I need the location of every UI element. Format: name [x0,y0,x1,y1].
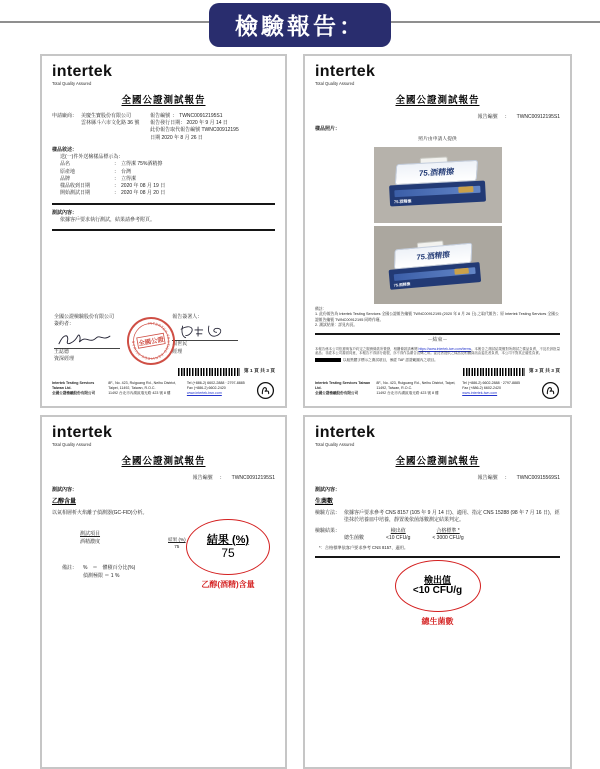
footer-web-link[interactable]: www.intertek-twn.com [462,390,498,395]
report-info [52,113,275,142]
field-row: 品名 ： 立得潔 75%酒精擦 [60,161,163,168]
intertek-tagline: Total Quality Assured [315,81,355,86]
row-label: 總生菌數 [344,534,365,541]
callout-header: 結果 (%) [206,533,250,546]
result-mini-table [80,531,100,546]
result-callout-ellipse [186,519,270,575]
callout-value: <10 CFU/g [412,585,463,597]
notes-label: 備註： [315,307,327,312]
applicant-block [52,113,150,142]
page-number: 第 3 頁 共 3 頁 [528,368,560,374]
applicant-label: 申請廠商： [52,112,78,119]
footer-fax: Fax (+886-2) 6602-2420 [186,385,226,390]
report-meta-block [150,113,275,142]
intertek-logo [52,64,275,87]
report-no: TWNC00912195S1 [516,113,560,120]
doc-footer [315,381,560,400]
detected-header: 檢出值 [390,527,406,534]
report-no-label: 報告編號 [477,113,498,120]
barcode [178,368,240,376]
intertek-tagline: Total Quality Assured [52,81,92,86]
standard-header: 合格標準 * [436,527,460,534]
report-doc-page3 [303,54,572,408]
authorized-signature-block [172,314,273,363]
issue-date-label: 報告發行日期： [150,120,186,127]
footer-address-en: 8F., No. 423, Ruiguang Rd., Neihu District, Taipei, 11492, Taiwan, R.O.C. [108,381,176,390]
intertek-tagline: Total Quality Assured [52,442,92,447]
footnote: *：合格標準依客戶要求參考 CNS 8157、適用。 [319,545,409,551]
applicant-address: 雲林縣斗六市文化路 36 號 [81,120,140,127]
field-row: 原產地 ： 台灣 [60,168,132,175]
intertek-wordmark: intertek [315,424,376,441]
intertek-logo [315,64,560,87]
standard-value: < 3000 CFU/g [432,534,464,541]
colon: ： [219,474,225,481]
content-heading: 測試內容： [315,487,341,494]
report-doc-bacteria [303,415,572,769]
remarks-row [62,565,135,580]
remark-label: 備註： [62,565,78,572]
divider-rule [315,333,560,335]
sample-heading: 樣品敘述： [52,146,78,153]
intertek-mark-icon [256,381,275,400]
signature-scribble [172,323,238,341]
method-row [315,510,560,525]
intertek-wordmark: intertek [315,63,376,80]
result-zone [52,519,275,605]
intertek-logo [315,425,560,448]
section-title-bacteria: 生菌數 [315,499,334,506]
wipes-package [387,157,485,210]
replace-line: 此份報告取代報告編號 TWNC00912195 [150,127,239,134]
result-header-small: 結果 (%) [168,537,186,543]
replace-date: 日期 2020 年 8 月 26 日 [150,134,203,141]
callout-label: 乙醇(酒精)含量 [201,580,255,590]
package-body [389,181,486,207]
callout-header: 檢出值 [423,574,451,585]
report-no-label: 報告編號 [192,474,213,481]
doc-title: 全國公證測試報告 [395,95,480,107]
disclaimer-text: 本報告係本公司依據與客戶約定之服務條款所簽發，相關條款請參閱 https://www.intertek-twn.com/terms。本報告之測試結果僅對所測試之樣品負責，不及於該批量產品；非經本公司書面同意，本報告不得部分複製，亦不得作為廣告宣傳之用。委託者提供之樣品及相關資訊由委託者負責，本公司不對其正確性負責。 [315,346,560,356]
divider-rule [52,203,275,205]
barcode-row [52,368,275,376]
field-row: 品牌 ： 立得潔 [60,175,137,182]
colon: ： [172,112,178,119]
signer-name: 王誌德 [54,348,70,355]
authorized-title: 經理 [172,348,183,355]
intertek-wordmark: intertek [52,63,113,80]
package-gold-tag [458,186,473,193]
callout-value: 75 [221,546,235,561]
report-badge-title: 檢驗報告： [209,3,391,47]
item-header: 測試項目 [80,531,101,538]
footer-tel: Tel (+886-2) 6602-2888 · 2797-8885 [186,381,245,385]
result-row [315,528,560,543]
signer-company: 全國公證檢驗股份有限公司 [54,314,115,320]
stamp-ring-text: INTERTEK TESTING SERVICES TAIWAN [131,321,171,361]
report-no-label: 報告編號 [150,112,171,119]
field-row: 開始測試日期 ： 2020 年 08 月 20 日 [60,190,166,197]
test-note: 依據客戶要求執行測試，結果請參考附頁。 [60,216,156,223]
report-doc-ethanol [40,415,287,769]
note-line: 1. 此份報告為 Intertek Testing Services 全國公證報告編號 TWNC00912195 (2020 年 8 月 26 日) 之取代報告；原 Intertek Testing Services 全國公證報告編號 TWNC00912195 同時作廢。 [315,312,559,322]
doc-title: 全國公證測試報告 [395,456,480,468]
signature-scribble [54,331,120,349]
test-heading: 測試內容： [52,209,78,216]
method-text: 以氣相層析火焰離子偵測器(GC-FID)分析。 [52,510,148,517]
sample-photo-2 [374,226,502,304]
result-callout-ellipse [395,560,481,612]
page-header [0,0,600,50]
remark-line: 偵測極限 ＝ 1 % [83,572,120,579]
field-row: 樣品收到日期 ： 2020 年 08 月 19 日 [60,183,166,190]
signature-area [52,314,275,363]
terms-link[interactable]: https://www.intertek-twn.com/terms [418,346,472,351]
highlight-bar [315,358,341,362]
detected-value: <10 CFU/g [386,534,411,541]
callout-label: 總生菌數 [421,617,454,627]
footer-web-link[interactable]: www.intertek-twn.com [186,390,222,395]
barcode [463,368,525,376]
result-mini-value [168,537,186,550]
page-number: 第 1 頁 共 3 頁 [243,368,275,374]
report-no: TWNC00915569S1 [516,474,560,481]
footer-company-zh: 全國公證檢驗股份有限公司 [52,390,96,395]
result-value-small: 75 [174,543,180,549]
authorized-name: 周世民 [172,341,188,348]
result-callout [315,560,560,628]
signer-title: 資深經理 [54,355,75,362]
intertek-tagline: Total Quality Assured [315,442,355,447]
package-side-label: 75.酒精擦 [393,198,412,205]
section-title-ethanol: 乙醇含量 [52,499,77,506]
footer-tel: Tel (+886-2) 6602-2888 · 2797-8885 [462,381,521,386]
sample-intro: 送(一)件外送檢樣品標示為： [60,154,124,161]
footer-company-zh: 全國公證檢驗股份有限公司 [315,390,359,395]
package-side-label: 75.酒精擦 [393,281,411,289]
issue-date: 2020 年 9 月 14 日 [186,120,228,127]
method-text: 依據客戶要求參考 CNS 8157 (105 年 9 月 14 日)、適用、指定 CNS 15288 (98 年 7 月 16 日)，經塗抹於培養皿中培養，靜置後依菌落數測定結果判定。 [344,510,560,524]
doc-title: 全國公證測試報告 [121,95,206,107]
colon: ： [504,474,510,481]
photo-caption: 照片由申請人提供 [418,137,457,143]
intertek-wordmark: intertek [52,424,113,441]
method-label: 檢驗方法： [315,510,341,517]
wipes-package [386,240,481,293]
item-value: 酒精濃度 [80,538,101,545]
colon: ： [504,113,510,120]
authorized-label: 報告簽署人： [172,314,203,320]
report-notes [315,307,560,328]
sample-photo-1 [374,147,502,223]
report-doc-page1 [40,54,287,408]
report-no-label: 報告編號 [477,474,498,481]
footer-address-zh: 11492 台北市內湖區瑞光路 423 號 8 樓 [376,390,439,395]
divider-rule [315,556,560,558]
remark-line: % ＝ 體積百分比(%) [83,565,136,572]
doc-title: 全國公證測試報告 [121,456,206,468]
applicant-name: 美慶生寶股份有限公司 [81,112,132,119]
taf-note-line: 以粗黑體字標示之測試項目，係經 TAF 認證範圍內之項目。 [315,358,560,363]
barcode-row [315,368,560,376]
reports-grid [40,54,572,769]
package-label-text: 75.酒精擦 [418,167,454,178]
footer-address-en: 8F., No. 423, Ruiguang Rd., Neihu District, Taipei, 11492, Taiwan, R.O.C. [376,381,456,390]
footer-company-en: Intertek Testing Services Taiwan Ltd. [315,381,371,390]
report-no: TWNC00912195S1 [179,112,223,119]
content-heading: 測試內容： [52,487,78,494]
result-table [344,528,464,543]
package-label-text: 75.酒精擦 [415,250,450,262]
intertek-logo [52,425,275,448]
report-no: TWNC00912195S1 [231,474,275,481]
footer-address-zh: 11492 台北市內湖區瑞光路 423 號 8 樓 [108,390,171,395]
footer-company-en: Intertek Testing Services Taiwan Ltd. [52,381,95,390]
signer-label: 簽約者： [54,321,75,328]
footer-fax: Fax (+886-2) 6602-2420 [462,385,502,390]
stamp-center-text: 全國公證 [137,336,165,348]
certification-stamp [122,312,180,370]
doc-footer [52,381,275,400]
end-mark: －結束－ [427,337,448,344]
result-label: 檢驗結果： [315,527,341,534]
intertek-mark-icon [541,381,560,400]
photo-heading: 樣品照片： [315,126,341,133]
note-line: 2. 測試結果：詳見內頁。 [315,323,358,328]
